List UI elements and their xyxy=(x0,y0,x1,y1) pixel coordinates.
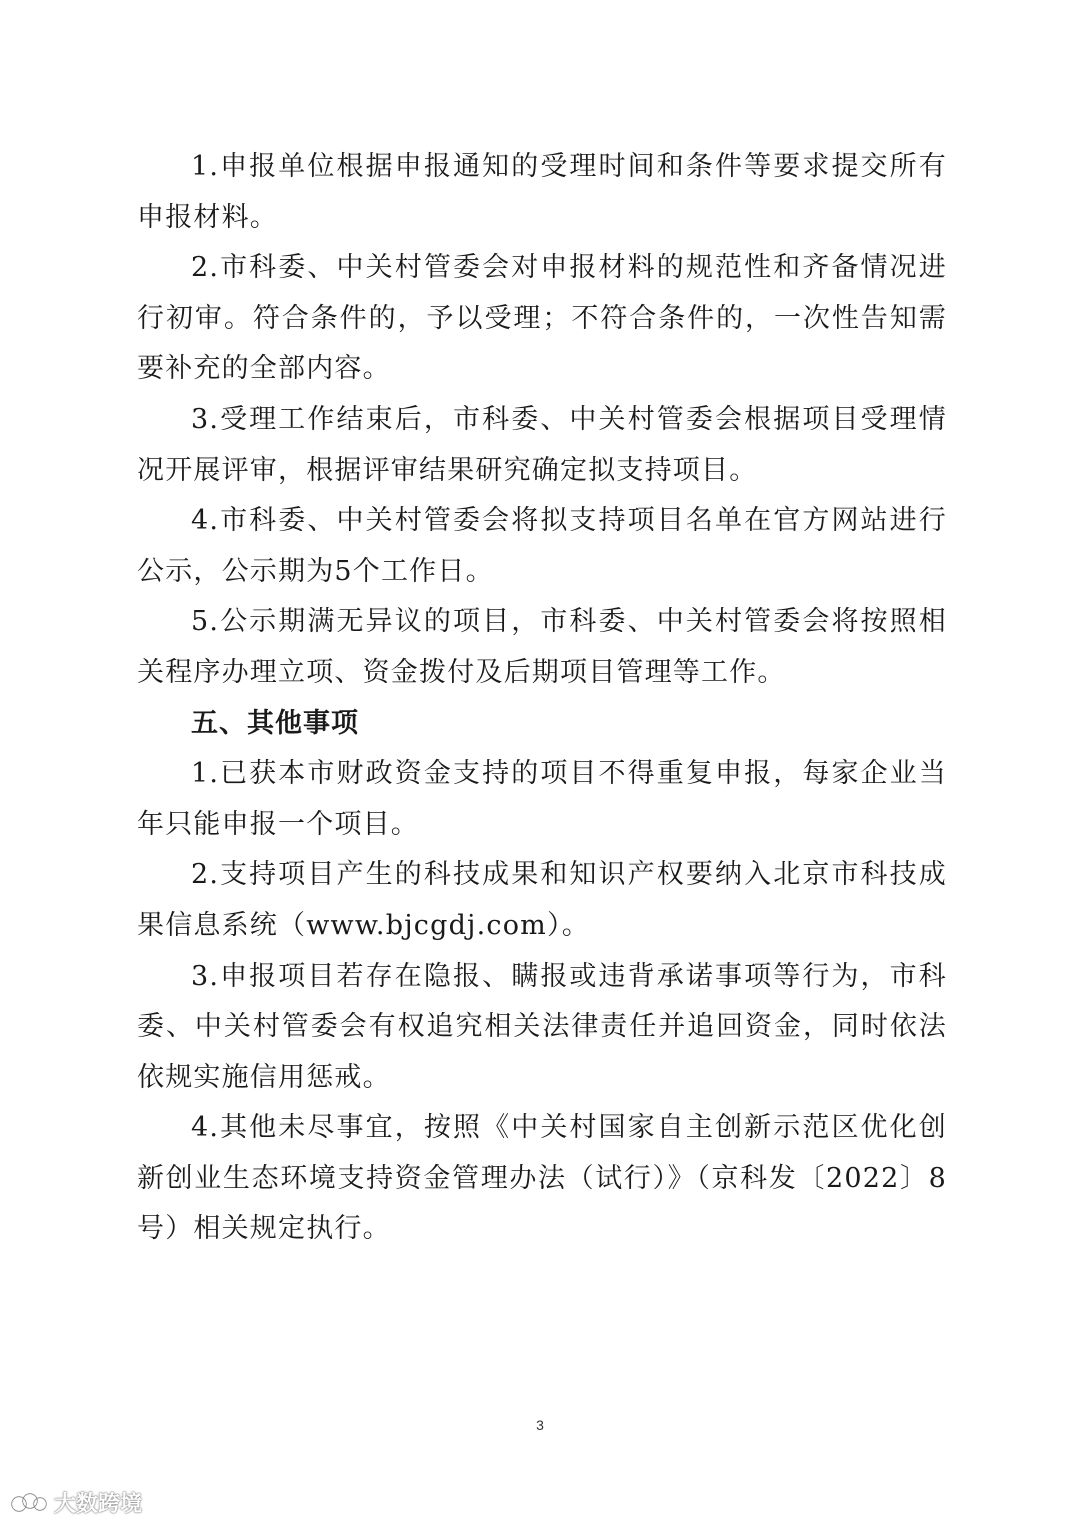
paragraph: 3.申报项目若存在隐报、瞒报或违背承诺事项等行为，市科委、中关村管委会有权追究相关法律责任并追回资金，同时依法依规实施信用惩戒。 xyxy=(137,960,947,1093)
document-body xyxy=(137,142,947,1255)
paragraph: 3.受理工作结束后，市科委、中关村管委会根据项目受理情况开展评审，根据评审结果研究确定拟支持项目。 xyxy=(137,403,947,486)
paragraph: 4.其他未尽事宜，按照《中关村国家自主创新示范区优化创新创业生态环境支持资金管理办法（试行）》（京科发〔2022〕8号）相关规定执行。 xyxy=(137,1112,947,1245)
section-heading: 五、其他事项 xyxy=(191,707,359,739)
paragraph: 5.公示期满无异议的项目，市科委、中关村管委会将按照相关程序办理立项、资金拨付及后期项目管理等工作。 xyxy=(137,606,947,688)
paragraph: 4.市科委、中关村管委会将拟支持项目名单在官方网站进行公示，公示期为5个工作日。 xyxy=(137,505,947,587)
paragraph: 1.已获本市财政资金支持的项目不得重复申报，每家企业当年只能申报一个项目。 xyxy=(137,758,947,840)
page-number: 3 xyxy=(536,1417,544,1433)
cloud-logo-icon xyxy=(10,1492,48,1514)
watermark xyxy=(10,1487,142,1518)
paragraph: 2.市科委、中关村管委会对申报材料的规范性和齐备情况进行初审。符合条件的，予以受理；不符合条件的，一次性告知需要补充的全部内容。 xyxy=(137,252,947,385)
paragraph: 2.支持项目产生的科技成果和知识产权要纳入北京市科技成果信息系统（www.bjcgdj.com）。 xyxy=(137,859,947,941)
paragraph: 1.申报单位根据申报通知的受理时间和条件等要求提交所有申报材料。 xyxy=(137,151,947,233)
watermark-text: 大数跨境 xyxy=(54,1492,143,1517)
